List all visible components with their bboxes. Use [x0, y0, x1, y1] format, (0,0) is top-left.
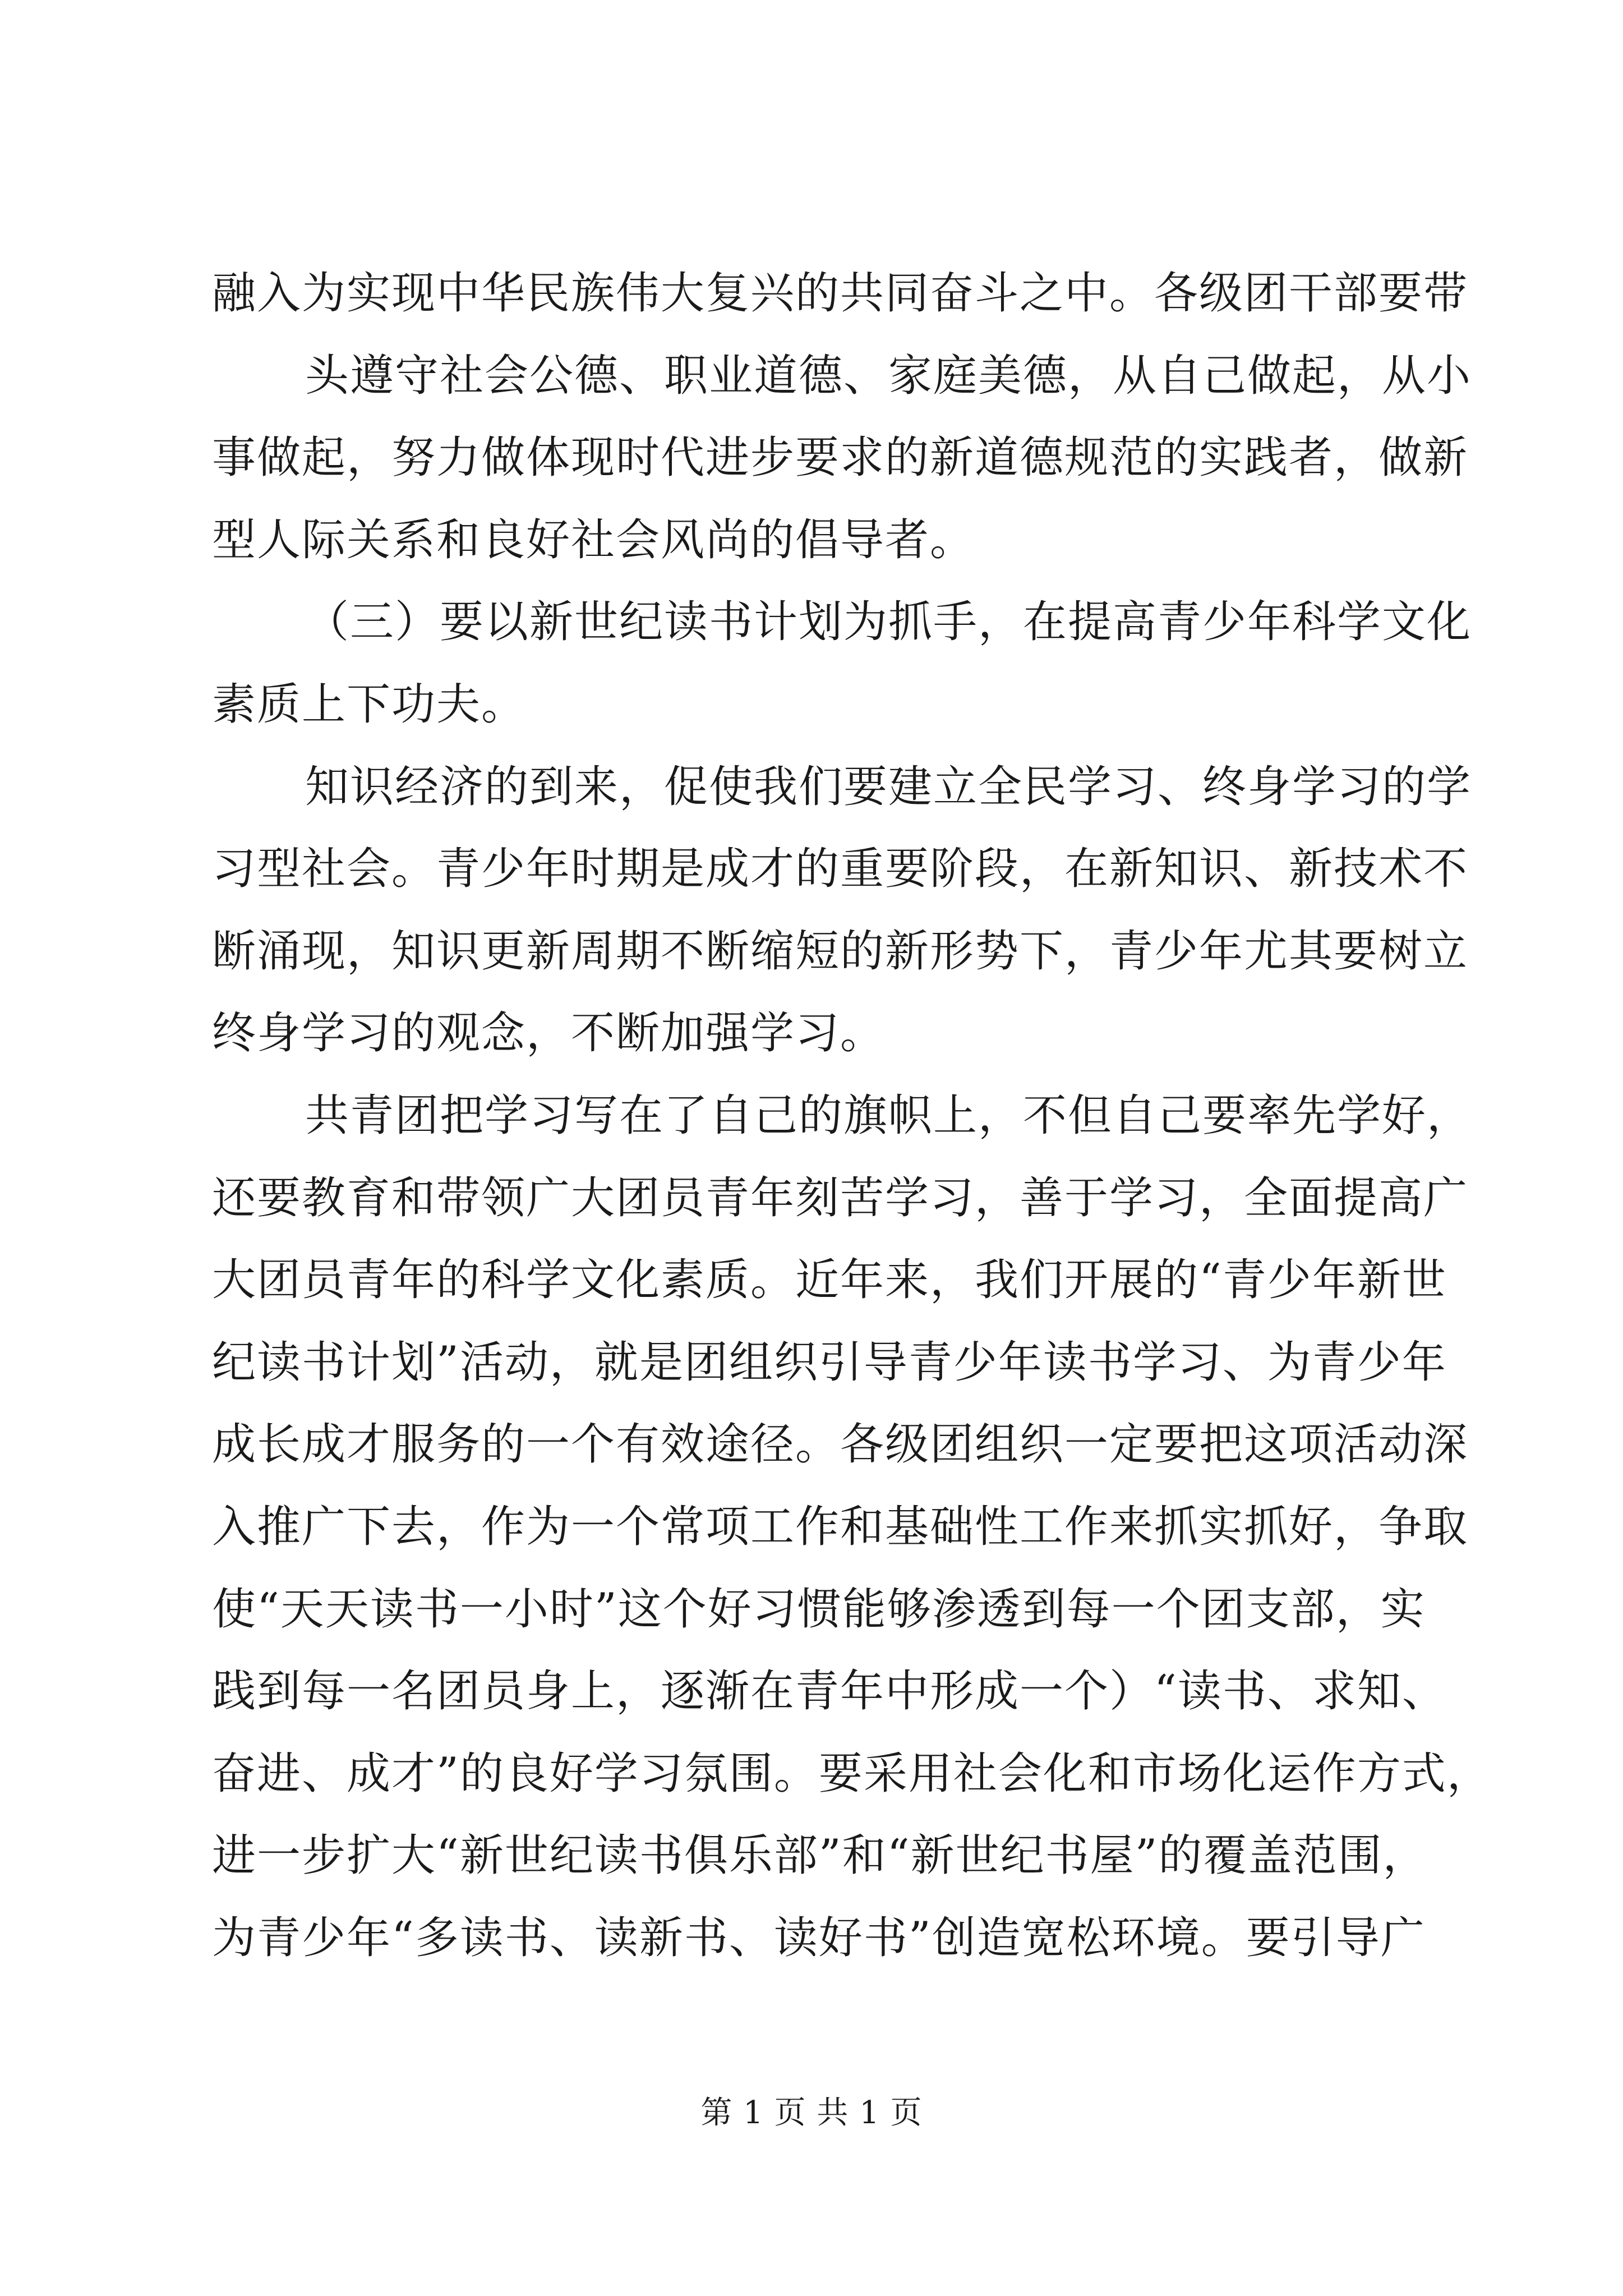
body-text [212, 252, 1492, 1979]
page-footer: 第 1 页 共 1 页 [700, 2095, 923, 2131]
text-line: 进一步扩大“新世纪读书俱乐部”和“新世纪书屋”的覆盖范围， [212, 1830, 1428, 1881]
section-heading: （三）要以新世纪读书计划为抓手，在提高青少年科学文化 [305, 597, 1472, 648]
text-line: 还要教育和带领广大团员青年刻苦学习，善于学习，全面提高广 [212, 1172, 1469, 1223]
text-line: 践到每一名团员身上，逐渐在青年中形成一个）“读书、求知、 [212, 1666, 1447, 1717]
text-line: 融入为实现中华民族伟大复兴的共同奋斗之中。各级团干部要带 [212, 268, 1469, 319]
text-line: 为青少年“多读书、读新书、读好书”创造宽松环境。要引导广 [212, 1912, 1426, 1963]
text-line: 习型社会。青少年时期是成才的重要阶段，在新知识、新技术不 [212, 844, 1469, 895]
text-line: 型人际关系和良好社会风尚的倡导者。 [212, 514, 975, 565]
text-line: 终身学习的观念，不断加强学习。 [212, 1008, 886, 1059]
text-line: 大团员青年的科学文化素质。近年来，我们开展的“青少年新世 [212, 1255, 1447, 1306]
text-line: 成长成才服务的一个有效途径。各级团组织一定要把这项活动深 [212, 1419, 1469, 1470]
text-line: 事做起，努力做体现时代进步要求的新道德规范的实践者，做新 [212, 432, 1469, 484]
text-line: 共青团把学习写在了自己的旗帜上，不但自己要率先学好， [305, 1090, 1472, 1141]
text-line: 知识经济的到来，促使我们要建立全民学习、终身学习的学 [305, 761, 1472, 812]
section-heading-continued: 素质上下功夫。 [212, 679, 527, 730]
text-line: 使“天天读书一小时”这个好习惯能够渗透到每一个团支部，实 [212, 1584, 1426, 1635]
text-line: 奋进、成才”的良好学习氛围。要采用社会化和市场化运作方式， [212, 1748, 1492, 1799]
text-line: 纪读书计划”活动，就是团组织引导青少年读书学习、为青少年 [212, 1337, 1447, 1388]
text-line: 头遵守社会公德、职业道德、家庭美德，从自己做起，从小 [305, 350, 1472, 401]
text-line: 断涌现，知识更新周期不断缩短的新形势下，青少年尤其要树立 [212, 926, 1469, 977]
text-line: 入推广下去，作为一个常项工作和基础性工作来抓实抓好，争取 [212, 1501, 1469, 1552]
